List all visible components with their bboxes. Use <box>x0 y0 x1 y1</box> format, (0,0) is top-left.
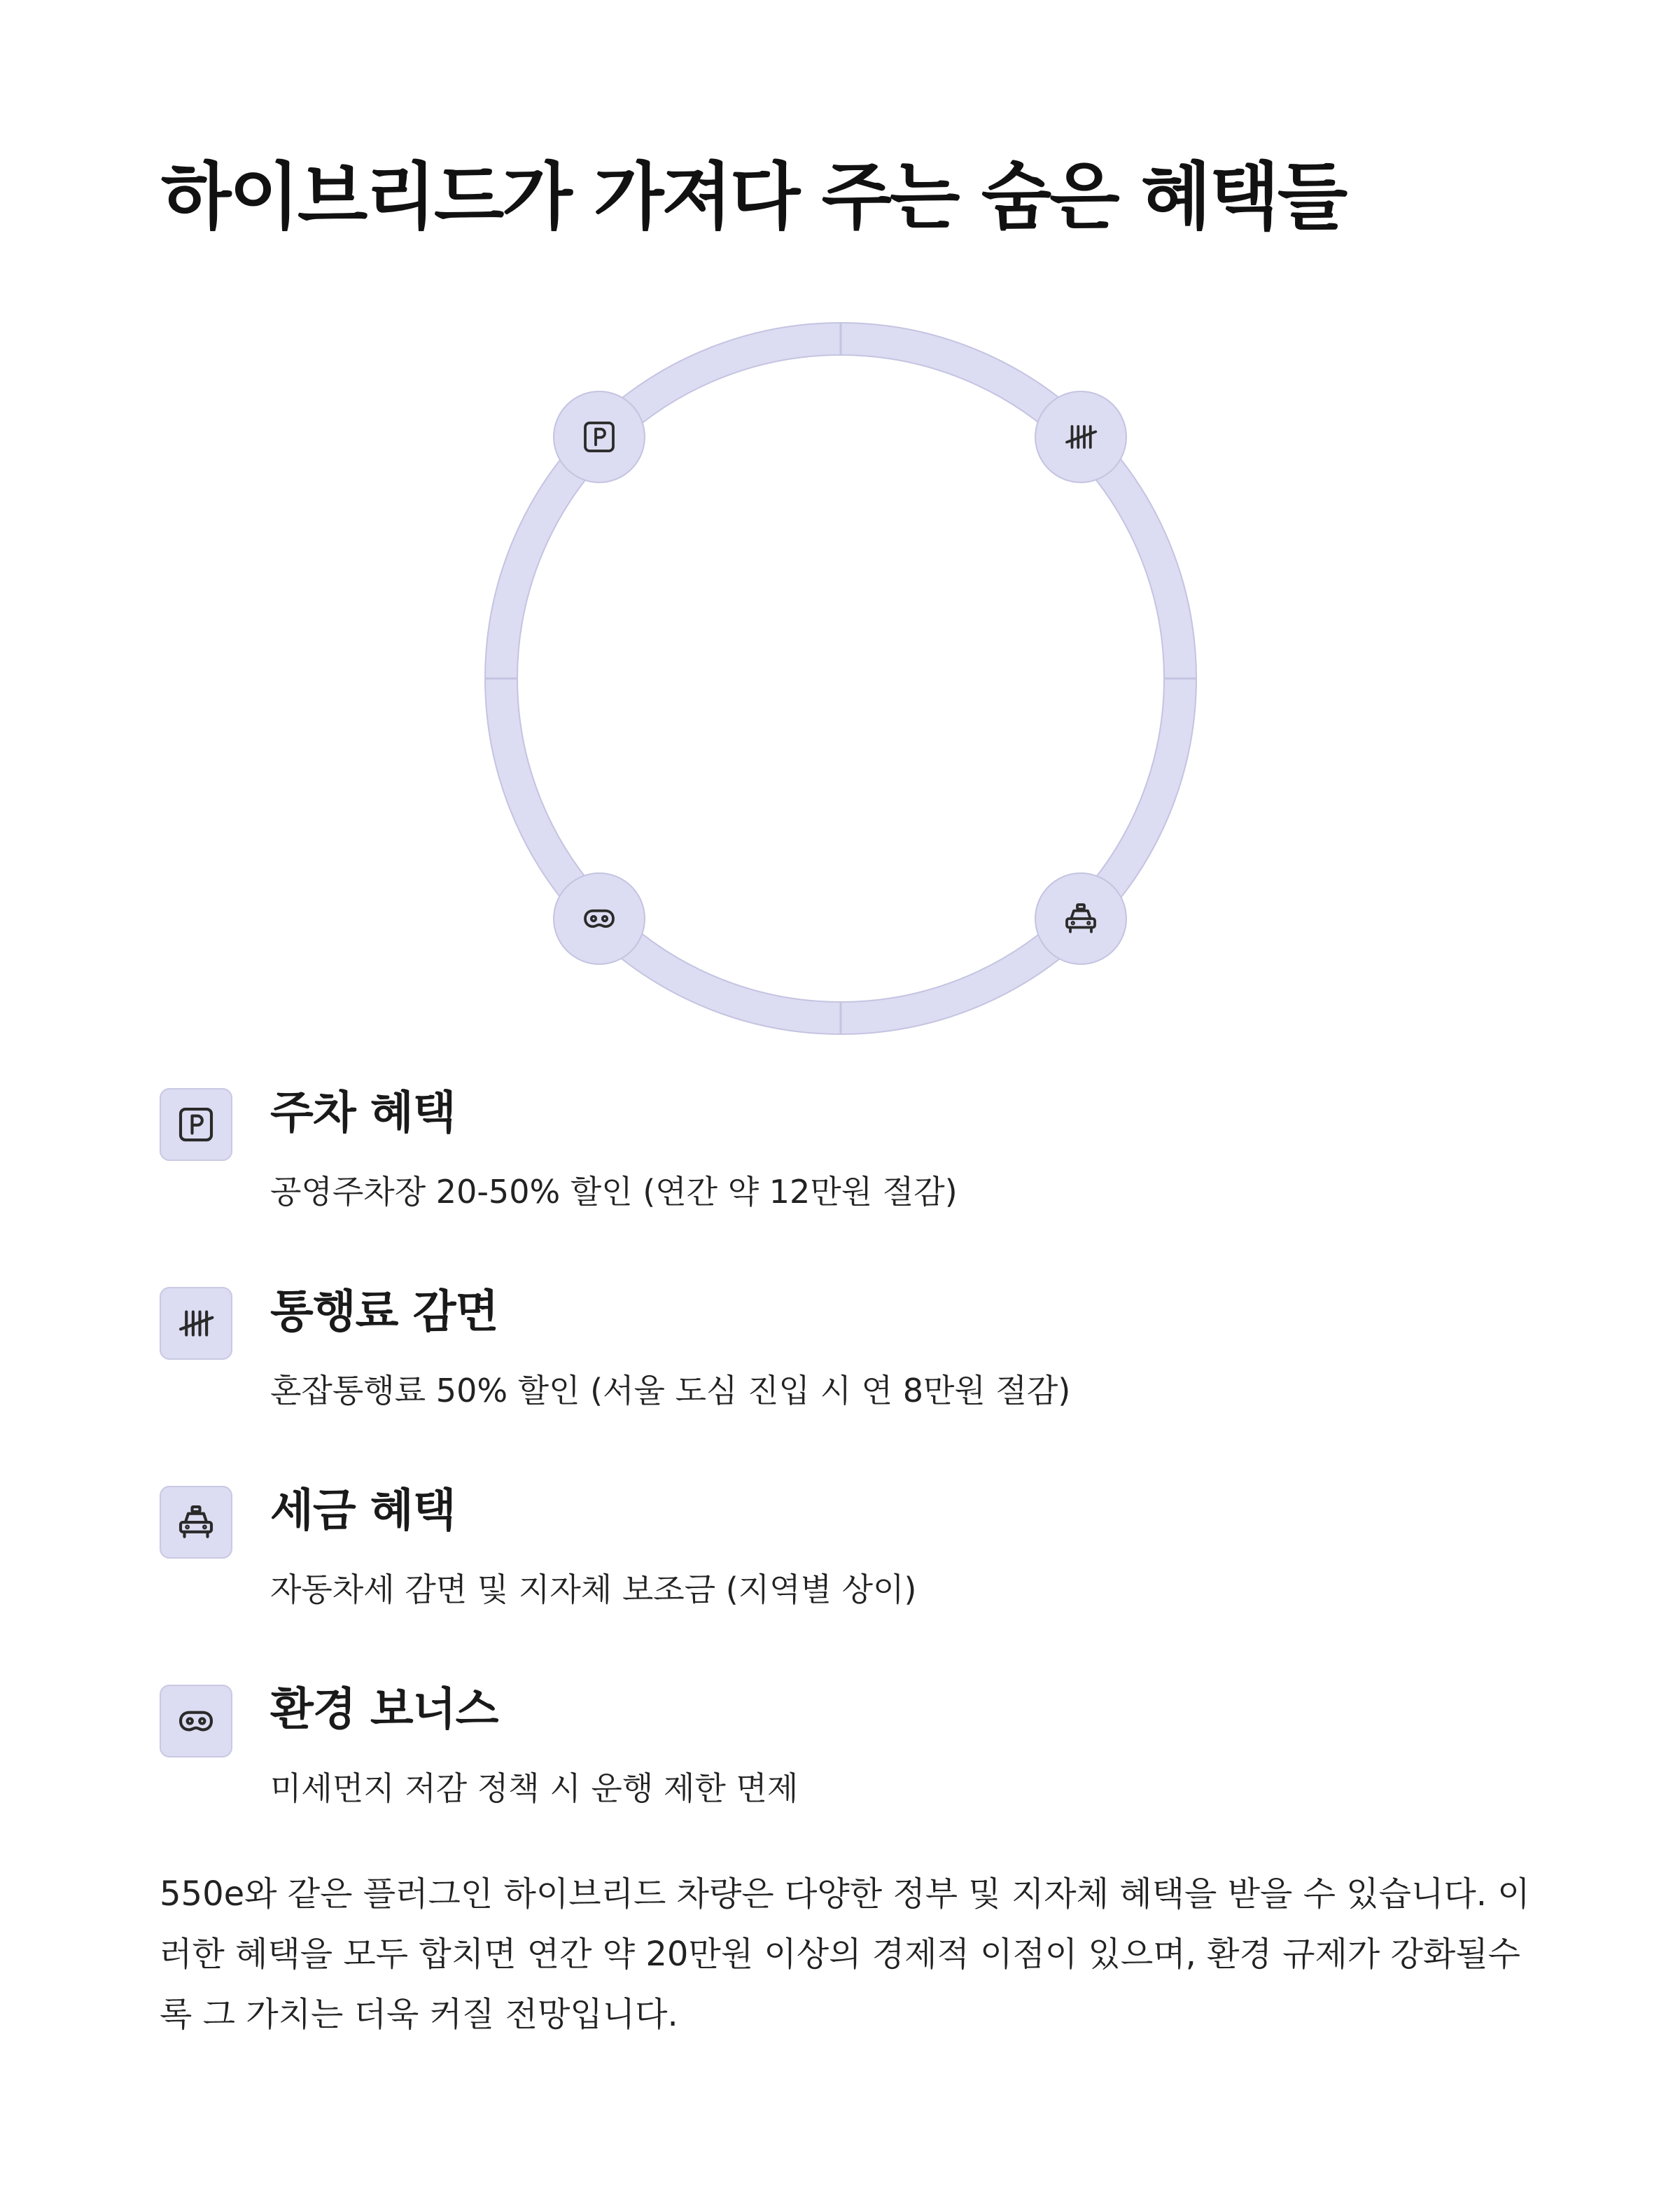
benefit-parking <box>160 1088 1532 1256</box>
benefit-icon-box <box>160 1685 232 1757</box>
ring-node-toll <box>1035 391 1127 483</box>
benefit-title: 세금 혜택 <box>270 1485 456 1537</box>
benefit-icon-box <box>160 1287 232 1360</box>
benefit-description: 혼잡통행료 50% 할인 (서울 도심 진입 시 연 8만원 절감) <box>270 1372 1071 1409</box>
benefit-description: 공영주차장 20-50% 할인 (연간 약 12만원 절감) <box>270 1173 958 1211</box>
benefit-description: 자동차세 감면 및 지자체 보조금 (지역별 상이) <box>270 1571 917 1608</box>
eco-mask-icon <box>173 1698 219 1744</box>
benefit-icon-box <box>160 1486 232 1559</box>
ring-node-eco <box>553 872 645 965</box>
parking-icon <box>173 1101 219 1148</box>
eco-mask-icon <box>578 898 620 940</box>
benefit-tax <box>160 1486 1532 1654</box>
benefit-title: 주차 혜택 <box>270 1087 456 1139</box>
ring-node-parking <box>553 391 645 483</box>
taxi-car-icon <box>1060 898 1102 940</box>
summary-paragraph: 550e와 같은 플러그인 하이브리드 차량은 다양한 정부 및 지자체 혜택을 받을 수 있습니다. 이러한 혜택을 모두 합치면 연간 약 20만원 이상의 경제적 이점이 있으며, 환경 규제가 강화될수록 그 가치는 더욱 커질 전망입니다. <box>160 1874 1530 2034</box>
benefit-title: 환경 보너스 <box>270 1684 498 1736</box>
parking-icon <box>578 416 620 458</box>
toll-tally-icon <box>1060 416 1102 458</box>
taxi-car-icon <box>173 1499 219 1545</box>
benefit-toll <box>160 1287 1532 1455</box>
benefit-icon-box <box>160 1088 232 1161</box>
benefits-ring-diagram <box>480 318 1201 1039</box>
benefit-eco <box>160 1685 1532 1853</box>
toll-tally-icon <box>173 1300 219 1346</box>
page-title: 하이브리드가 가져다 주는 숨은 혜택들 <box>161 154 1346 239</box>
benefit-description: 미세먼지 저감 정책 시 운행 제한 면제 <box>270 1769 799 1807</box>
benefit-title: 통행료 감면 <box>270 1286 498 1338</box>
ring-node-tax <box>1035 872 1127 965</box>
